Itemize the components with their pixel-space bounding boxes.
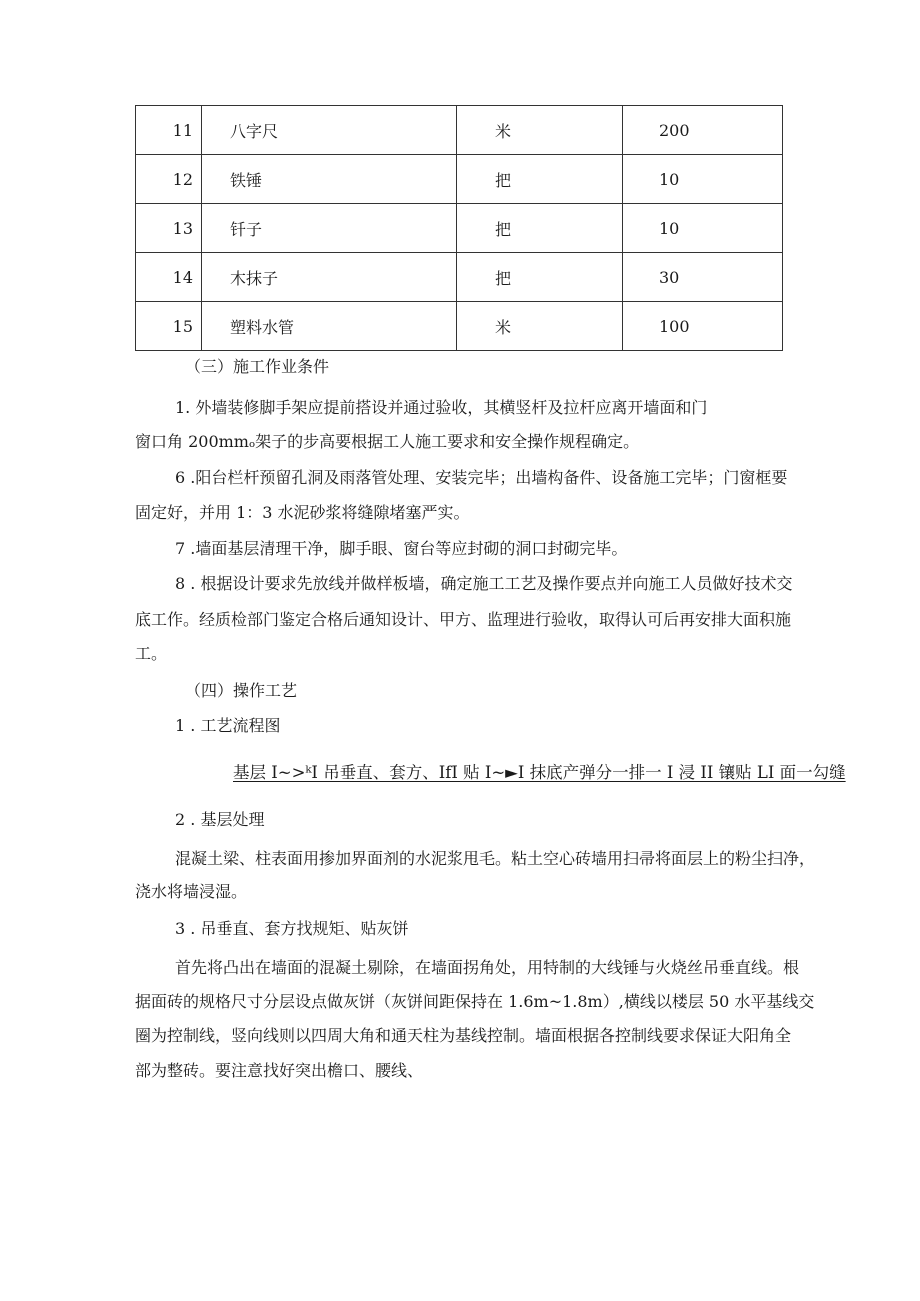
item-unit: 米: [457, 302, 623, 351]
item-quantity: 200: [623, 106, 783, 155]
section4-item3-line1: 首先将凸出在墙面的混凝土剔除，在墙面拐角处，用特制的大线锤与火烧丝吊垂直线。根: [175, 958, 800, 977]
item-unit: 把: [457, 155, 623, 204]
section4-item3-line4: 部为整砖。要注意找好突出檐口、腰线、: [135, 1061, 424, 1080]
item-quantity: 30: [623, 253, 783, 302]
section3-p2-line2: 固定好，并用 1：3 水泥砂浆将缝隙堵塞严实。: [135, 503, 470, 522]
section3-p4-line1: 8 . 根据设计要求先放线并做样板墙，确定施工工艺及操作要点并向施工人员做好技术交: [175, 574, 793, 593]
section4-item2-line2: 浇水将墙浸湿。: [135, 882, 248, 901]
row-number: 15: [136, 302, 202, 351]
section3-p3: 7 .墙面基层清理干净，脚手眼、窗台等应封砌的洞口封砌完毕。: [175, 539, 628, 558]
section4-heading: （四）操作工艺: [185, 681, 298, 700]
row-number: 13: [136, 204, 202, 253]
section3-heading: （三）施工作业条件: [185, 357, 330, 376]
table-row: [136, 204, 783, 253]
process-flow-chart: 基层 I~>ᵏI 吊垂直、套方、IfI 贴 I~►I 抹底产弹分一排一 I 浸 II 镶贴 LI 面一勾缝: [233, 763, 846, 782]
section3-p4-line3: 工。: [135, 644, 168, 663]
section3-p1-line1: 1. 外墙装修脚手架应提前搭设并通过验收，其横竖杆及拉杆应离开墙面和门: [175, 398, 708, 417]
section4-item1: 1 . 工艺流程图: [175, 716, 281, 735]
row-number: 12: [136, 155, 202, 204]
section3-p4-line2: 底工作。经质检部门鉴定合格后通知设计、甲方、监理进行验收，取得认可后再安排大面积施: [135, 610, 792, 629]
table-row: [136, 302, 783, 351]
item-name: 塑料水管: [202, 302, 457, 351]
section3-p1-line2: 窗口角 200mmₒ架子的步高要根据工人施工要求和安全操作规程确定。: [135, 432, 640, 451]
row-number: 14: [136, 253, 202, 302]
item-name: 八字尺: [202, 106, 457, 155]
section4-item3-line2: 据面砖的规格尺寸分层设点做灰饼（灰饼间距保持在 1.6m~1.8m）,横线以楼层 50 水平基线交: [135, 992, 815, 1011]
item-quantity: 100: [623, 302, 783, 351]
section4-item2: 2 . 基层处理: [175, 810, 265, 829]
item-name: 木抹子: [202, 253, 457, 302]
table-row: [136, 253, 783, 302]
item-quantity: 10: [623, 155, 783, 204]
section3-p2-line1: 6 .阳台栏杆预留孔洞及雨落管处理、安装完毕；出墙构备件、设备施工完毕；门窗框要: [175, 468, 788, 487]
table-row: [136, 155, 783, 204]
item-name: 钎子: [202, 204, 457, 253]
item-unit: 米: [457, 106, 623, 155]
item-name: 铁锤: [202, 155, 457, 204]
section4-item2-line1: 混凝土梁、柱表面用掺加界面剂的水泥浆甩毛。粘土空心砖墙用扫帚将面层上的粉尘扫净，: [175, 849, 816, 868]
row-number: 11: [136, 106, 202, 155]
materials-table: [135, 105, 783, 351]
item-unit: 把: [457, 204, 623, 253]
item-quantity: 10: [623, 204, 783, 253]
table-row: [136, 106, 783, 155]
section4-item3-line3: 圈为控制线，竖向线则以四周大角和通天柱为基线控制。墙面根据各控制线要求保证大阳角全: [135, 1026, 792, 1045]
section4-item3: 3 . 吊垂直、套方找规矩、贴灰饼: [175, 919, 409, 938]
item-unit: 把: [457, 253, 623, 302]
